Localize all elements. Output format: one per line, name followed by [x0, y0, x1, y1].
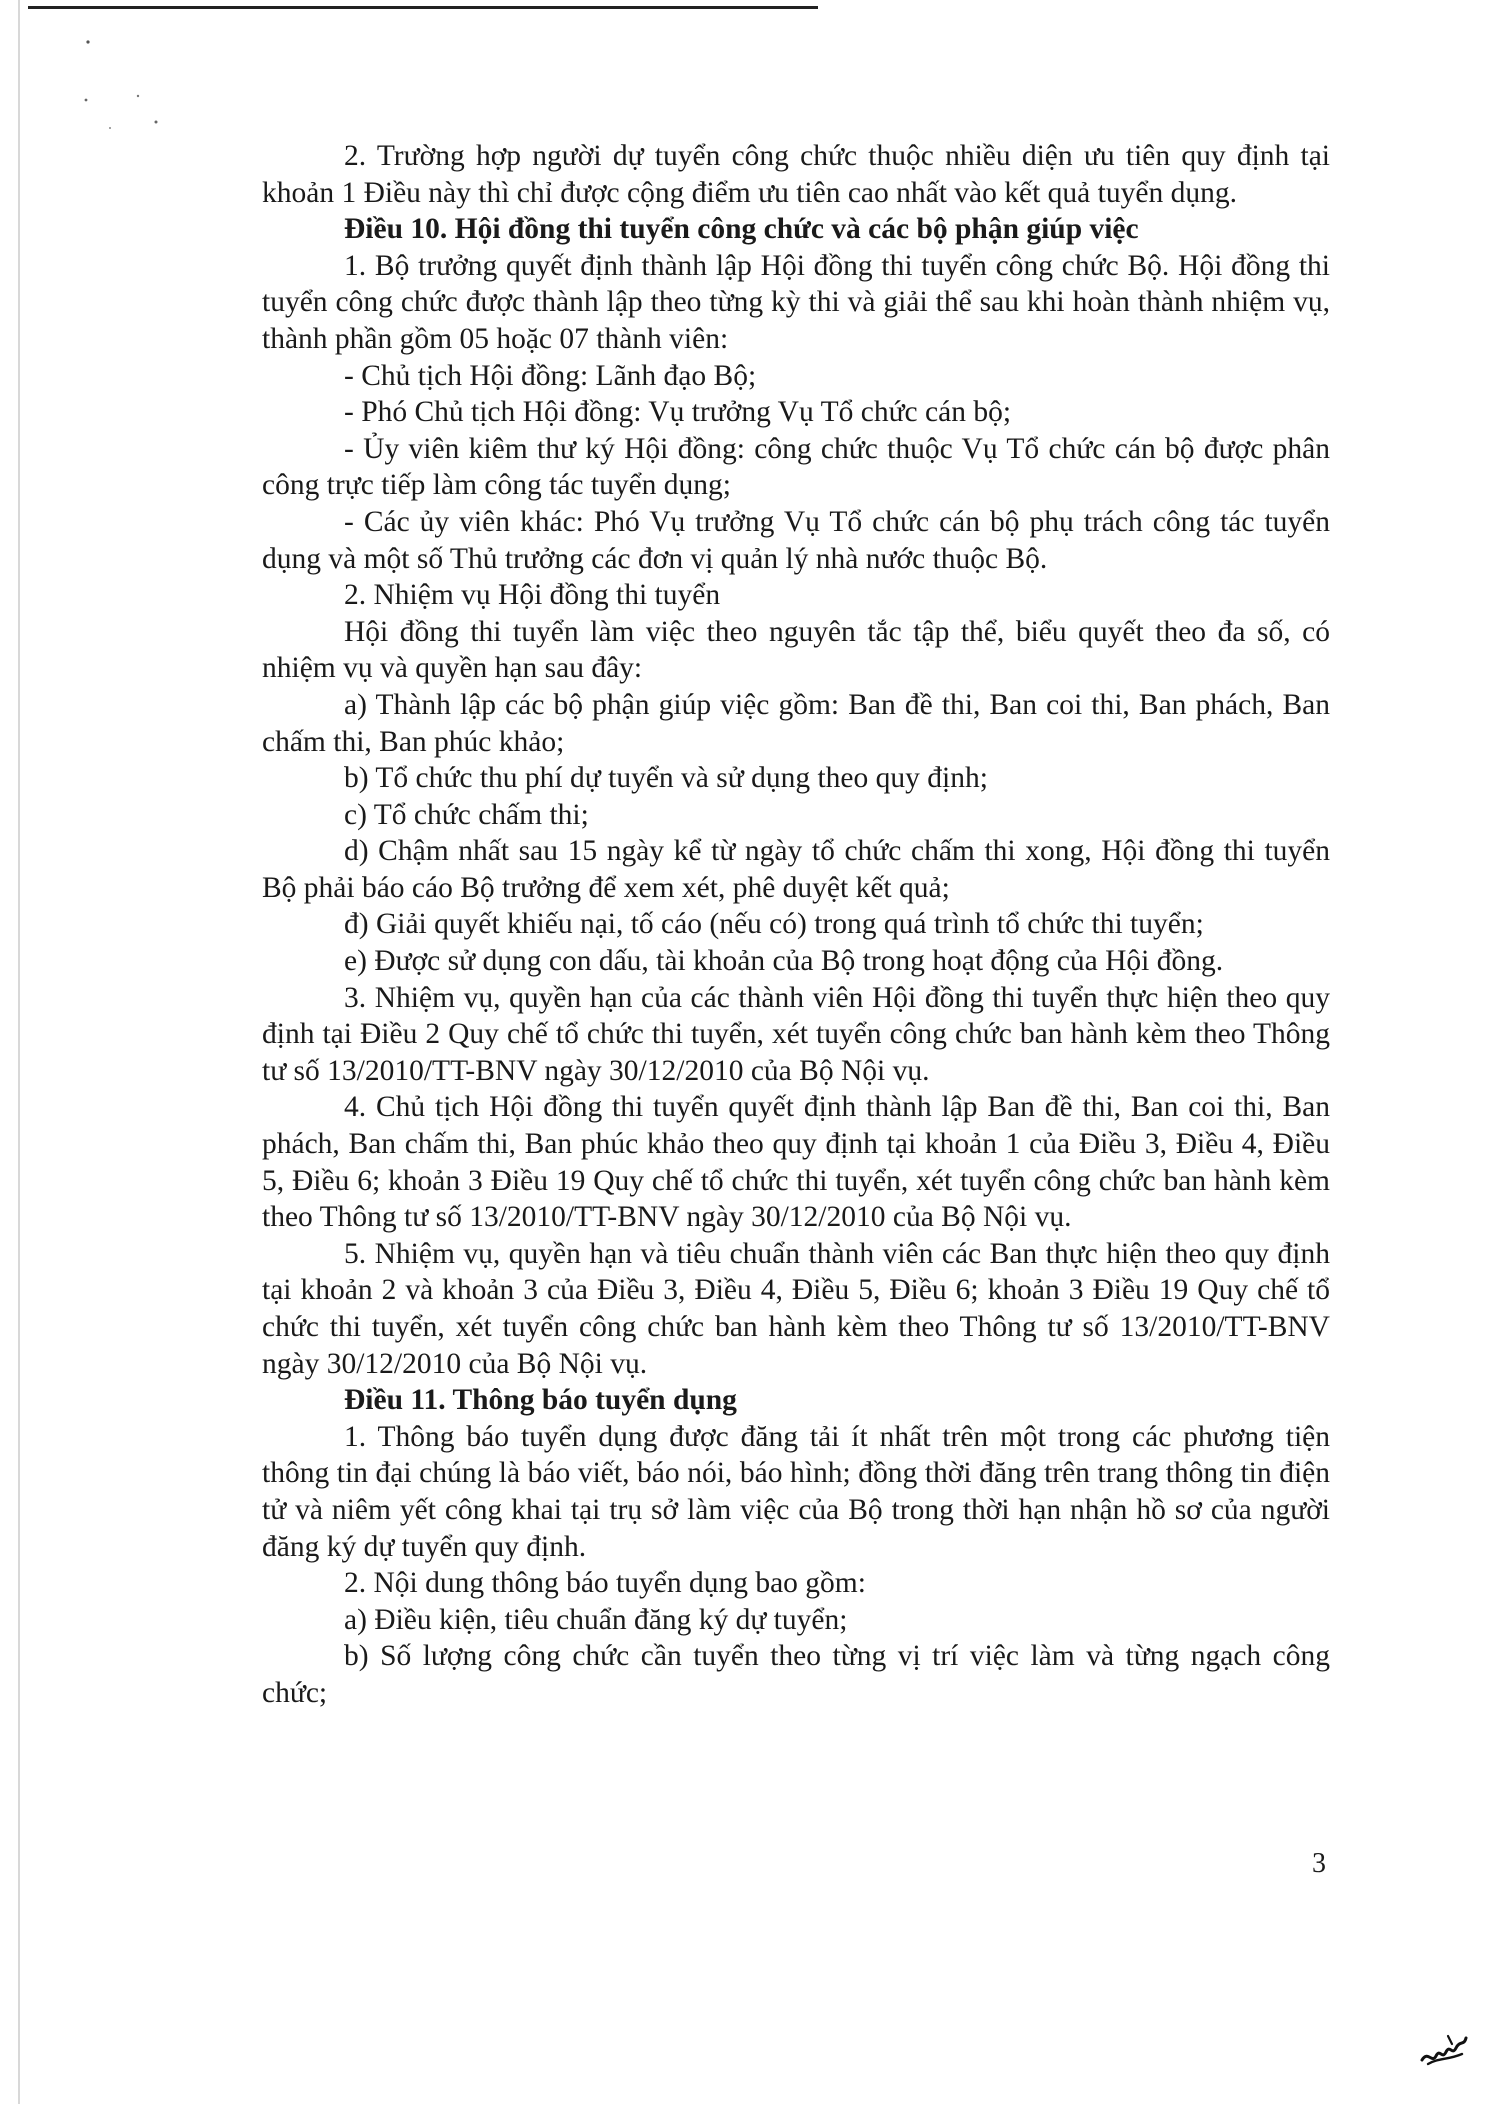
paragraph: 3. Nhiệm vụ, quyền hạn của các thành viên Hội đồng thi tuyển thực hiện theo quy định tại Điều 2 Quy chế tổ chức thi tuyển, xét tuyển công chức ban hành kèm theo Thông tư số 13/2010/TT-BNV ngày 30/12/2010 của Bộ Nội vụ. — [262, 981, 1330, 1087]
list-item: b) Tổ chức thu phí dự tuyển và sử dụng theo quy định; — [344, 762, 988, 795]
scan-left-edge — [18, 0, 20, 2104]
scan-top-border — [28, 6, 818, 9]
paragraph: Hội đồng thi tuyển làm việc theo nguyên tắc tập thể, biểu quyết theo đa số, có nhiệm vụ và quyền hạn sau đây: — [262, 615, 1330, 685]
handwritten-initials-icon — [1418, 2030, 1470, 2070]
page-number: 3 — [1312, 1848, 1326, 1879]
scan-specks — [80, 30, 170, 140]
list-item: a) Điều kiện, tiêu chuẩn đăng ký dự tuyển; — [344, 1603, 848, 1636]
list-item: d) Chậm nhất sau 15 ngày kể từ ngày tổ chức chấm thi xong, Hội đồng thi tuyển Bộ phải báo cáo Bộ trưởng để xem xét, phê duyệt kết quả; — [262, 835, 1330, 904]
article-heading-11: Điều 11. Thông báo tuyển dụng — [344, 1384, 737, 1417]
paragraph: 1. Thông báo tuyển dụng được đăng tải ít nhất trên một trong các phương tiện thông tin đại chúng là báo viết, báo nói, báo hình; đồng thời đăng trên trang thông tin điện tử và niêm yết công khai tại trụ sở làm việc của Bộ trong thời hạn nhận hồ sơ của người đăng ký dự tuyển quy định. — [262, 1420, 1330, 1563]
list-item: - Các ủy viên khác: Phó Vụ trưởng Vụ Tổ chức cán bộ phụ trách công tác tuyển dụng và một số Thủ trưởng các đơn vị quản lý nhà nước thuộc Bộ. — [262, 505, 1330, 575]
list-item: e) Được sử dụng con dấu, tài khoản của Bộ trong hoạt động của Hội đồng. — [344, 945, 1224, 978]
article-heading-10: Điều 10. Hội đồng thi tuyển công chức và các bộ phận giúp việc — [344, 213, 1139, 246]
paragraph: 2. Nhiệm vụ Hội đồng thi tuyển — [344, 579, 721, 612]
paragraph: 5. Nhiệm vụ, quyền hạn và tiêu chuẩn thành viên các Ban thực hiện theo quy định tại khoản 2 và khoản 3 của Điều 3, Điều 4, Điều 5, Điều 6; khoản 3 Điều 19 Quy chế tổ chức thi tuyển, xét tuyển công chức ban hành kèm theo Thông tư số 13/2010/TT-BNV ngày 30/12/2010 của Bộ Nội vụ. — [262, 1237, 1330, 1380]
list-item: - Chủ tịch Hội đồng: Lãnh đạo Bộ; — [344, 359, 757, 392]
paragraph: 1. Bộ trưởng quyết định thành lập Hội đồng thi tuyển công chức Bộ. Hội đồng thi tuyển công chức được thành lập theo từng kỳ thi và giải thể sau khi hoàn thành nhiệm vụ, thành phần gồm 05 hoặc 07 thành viên: — [262, 249, 1330, 355]
list-item: a) Thành lập các bộ phận giúp việc gồm: Ban đề thi, Ban coi thi, Ban phách, Ban chấm thi, Ban phúc khảo; — [262, 688, 1330, 758]
list-item: c) Tổ chức chấm thi; — [344, 798, 589, 831]
paragraph: 4. Chủ tịch Hội đồng thi tuyển quyết định thành lập Ban đề thi, Ban coi thi, Ban phách, Ban chấm thi, Ban phúc khảo theo quy định tại khoản 1 của Điều 3, Điều 4, Điều 5, Điều 6; khoản 3 Điều 19 Quy chế tổ chức thi tuyển, xét tuyển công chức ban hành kèm theo Thông tư số 13/2010/TT-BNV ngày 30/12/2010 của Bộ Nội vụ. — [262, 1091, 1330, 1234]
list-item: đ) Giải quyết khiếu nại, tố cáo (nếu có) trong quá trình tổ chức thi tuyển; — [344, 908, 1204, 941]
list-item: b) Số lượng công chức cần tuyển theo từng vị trí việc làm và từng ngạch công chức; — [262, 1640, 1330, 1709]
document-body — [262, 138, 1330, 1712]
paragraph: 2. Nội dung thông báo tuyển dụng bao gồm: — [344, 1567, 866, 1600]
list-item: - Phó Chủ tịch Hội đồng: Vụ trưởng Vụ Tổ chức cán bộ; — [344, 396, 1012, 429]
paragraph: 2. Trường hợp người dự tuyển công chức thuộc nhiều diện ưu tiên quy định tại khoản 1 Điều này thì chỉ được cộng điểm ưu tiên cao nhất vào kết quả tuyển dụng. — [262, 140, 1330, 209]
list-item: - Ủy viên kiêm thư ký Hội đồng: công chức thuộc Vụ Tổ chức cán bộ được phân công trực tiếp làm công tác tuyển dụng; — [262, 432, 1330, 502]
